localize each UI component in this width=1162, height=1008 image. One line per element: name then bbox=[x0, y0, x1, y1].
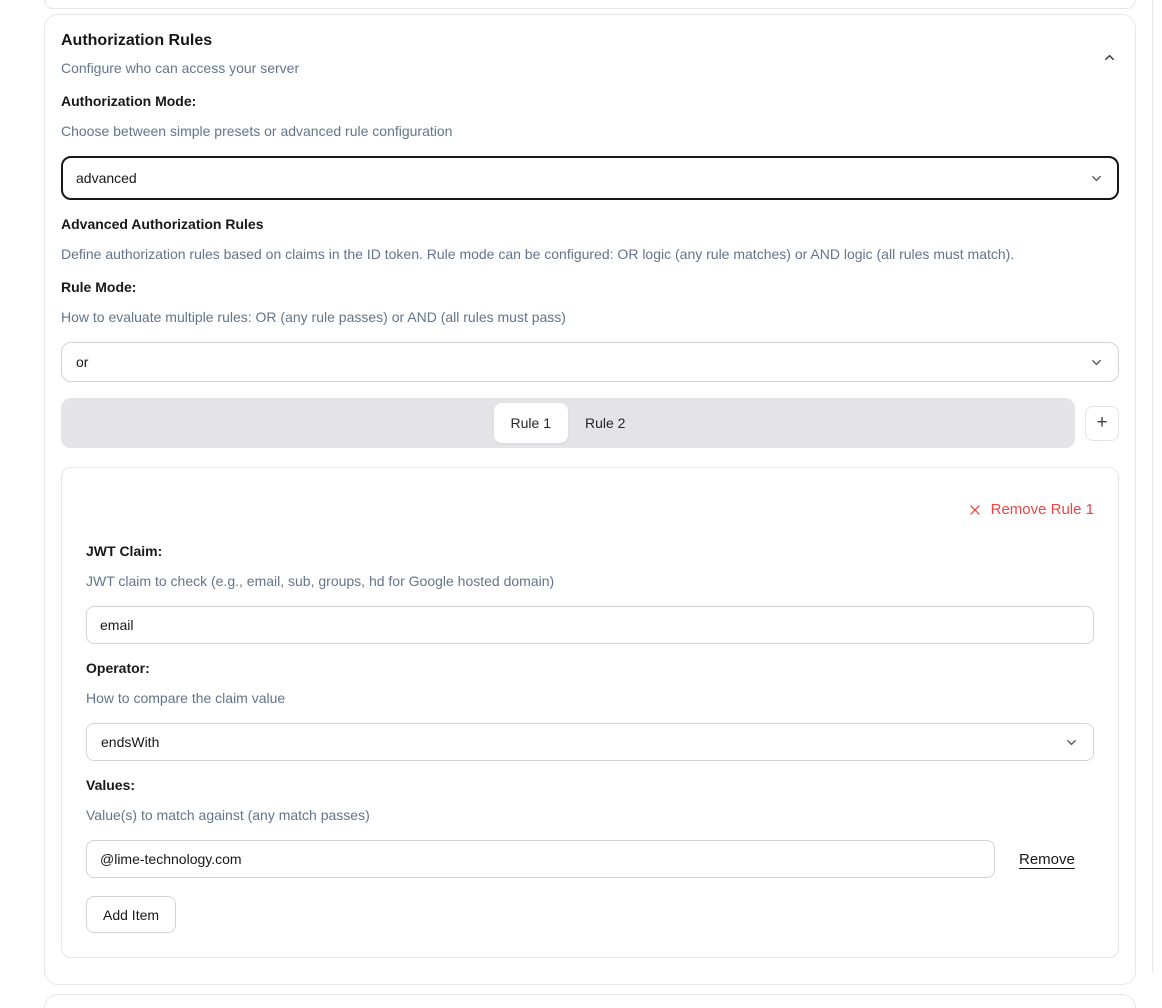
advanced-rules-description: Define authorization rules based on claims in the ID token. Rule mode can be configured: OR logic (any rule matches) or AND logic (all rules must match). bbox=[61, 246, 1015, 262]
operator-select[interactable] bbox=[86, 723, 1094, 761]
remove-rule-label: Remove Rule 1 bbox=[990, 501, 1094, 518]
value-item-row bbox=[86, 840, 1094, 878]
x-icon bbox=[968, 503, 982, 517]
operator-value: endsWith bbox=[101, 734, 160, 750]
rule-mode-label: Rule Mode: bbox=[61, 279, 137, 295]
jwt-claim-description: JWT claim to check (e.g., email, sub, groups, hd for Google hosted domain) bbox=[86, 573, 555, 589]
page-right-divider bbox=[1152, 0, 1153, 972]
authorization-mode-description: Choose between simple presets or advanced rule configuration bbox=[61, 123, 453, 139]
rule-tab-list bbox=[61, 398, 1075, 448]
value-input[interactable] bbox=[86, 840, 995, 878]
settings-column bbox=[44, 0, 1136, 1008]
chevron-down-icon bbox=[1089, 171, 1104, 186]
values-label: Values: bbox=[86, 777, 136, 793]
add-rule-button[interactable] bbox=[1085, 406, 1119, 441]
authorization-mode-value: advanced bbox=[76, 170, 137, 186]
operator-label: Operator: bbox=[86, 660, 150, 676]
values-description: Value(s) to match against (any match passes) bbox=[86, 807, 370, 823]
collapse-section-button[interactable] bbox=[1097, 45, 1121, 69]
jwt-claim-input[interactable] bbox=[86, 606, 1094, 644]
operator-description: How to compare the claim value bbox=[86, 690, 286, 706]
authorization-rules-card bbox=[44, 14, 1136, 985]
chevron-down-icon bbox=[1089, 355, 1104, 370]
remove-rule-row bbox=[86, 492, 1094, 519]
plus-icon: + bbox=[1096, 411, 1108, 433]
rule-tabs-row bbox=[61, 398, 1119, 448]
next-card-stub bbox=[44, 994, 1136, 1008]
chevron-up-icon bbox=[1102, 50, 1117, 65]
previous-card-stub bbox=[44, 0, 1136, 9]
rule-mode-description: How to evaluate multiple rules: OR (any rule passes) or AND (all rules must pass) bbox=[61, 309, 566, 325]
add-item-button[interactable]: Add Item bbox=[86, 896, 176, 933]
card-title: Authorization Rules bbox=[61, 32, 213, 49]
chevron-down-icon bbox=[1064, 735, 1079, 750]
remove-rule-button[interactable] bbox=[968, 501, 1094, 519]
authorization-mode-select[interactable] bbox=[61, 156, 1119, 200]
jwt-claim-label: JWT Claim: bbox=[86, 543, 163, 559]
advanced-rules-title: Advanced Authorization Rules bbox=[61, 216, 264, 232]
tab-rule-1[interactable]: Rule 1 bbox=[494, 403, 568, 443]
rule-mode-select[interactable] bbox=[61, 342, 1119, 382]
tab-rule-2[interactable]: Rule 2 bbox=[568, 403, 642, 443]
rule-mode-value: or bbox=[76, 354, 89, 370]
rule-1-panel bbox=[61, 467, 1119, 958]
card-subtitle: Configure who can access your server bbox=[61, 60, 300, 76]
remove-value-link[interactable]: Remove bbox=[1019, 850, 1075, 868]
authorization-mode-label: Authorization Mode: bbox=[61, 93, 197, 109]
